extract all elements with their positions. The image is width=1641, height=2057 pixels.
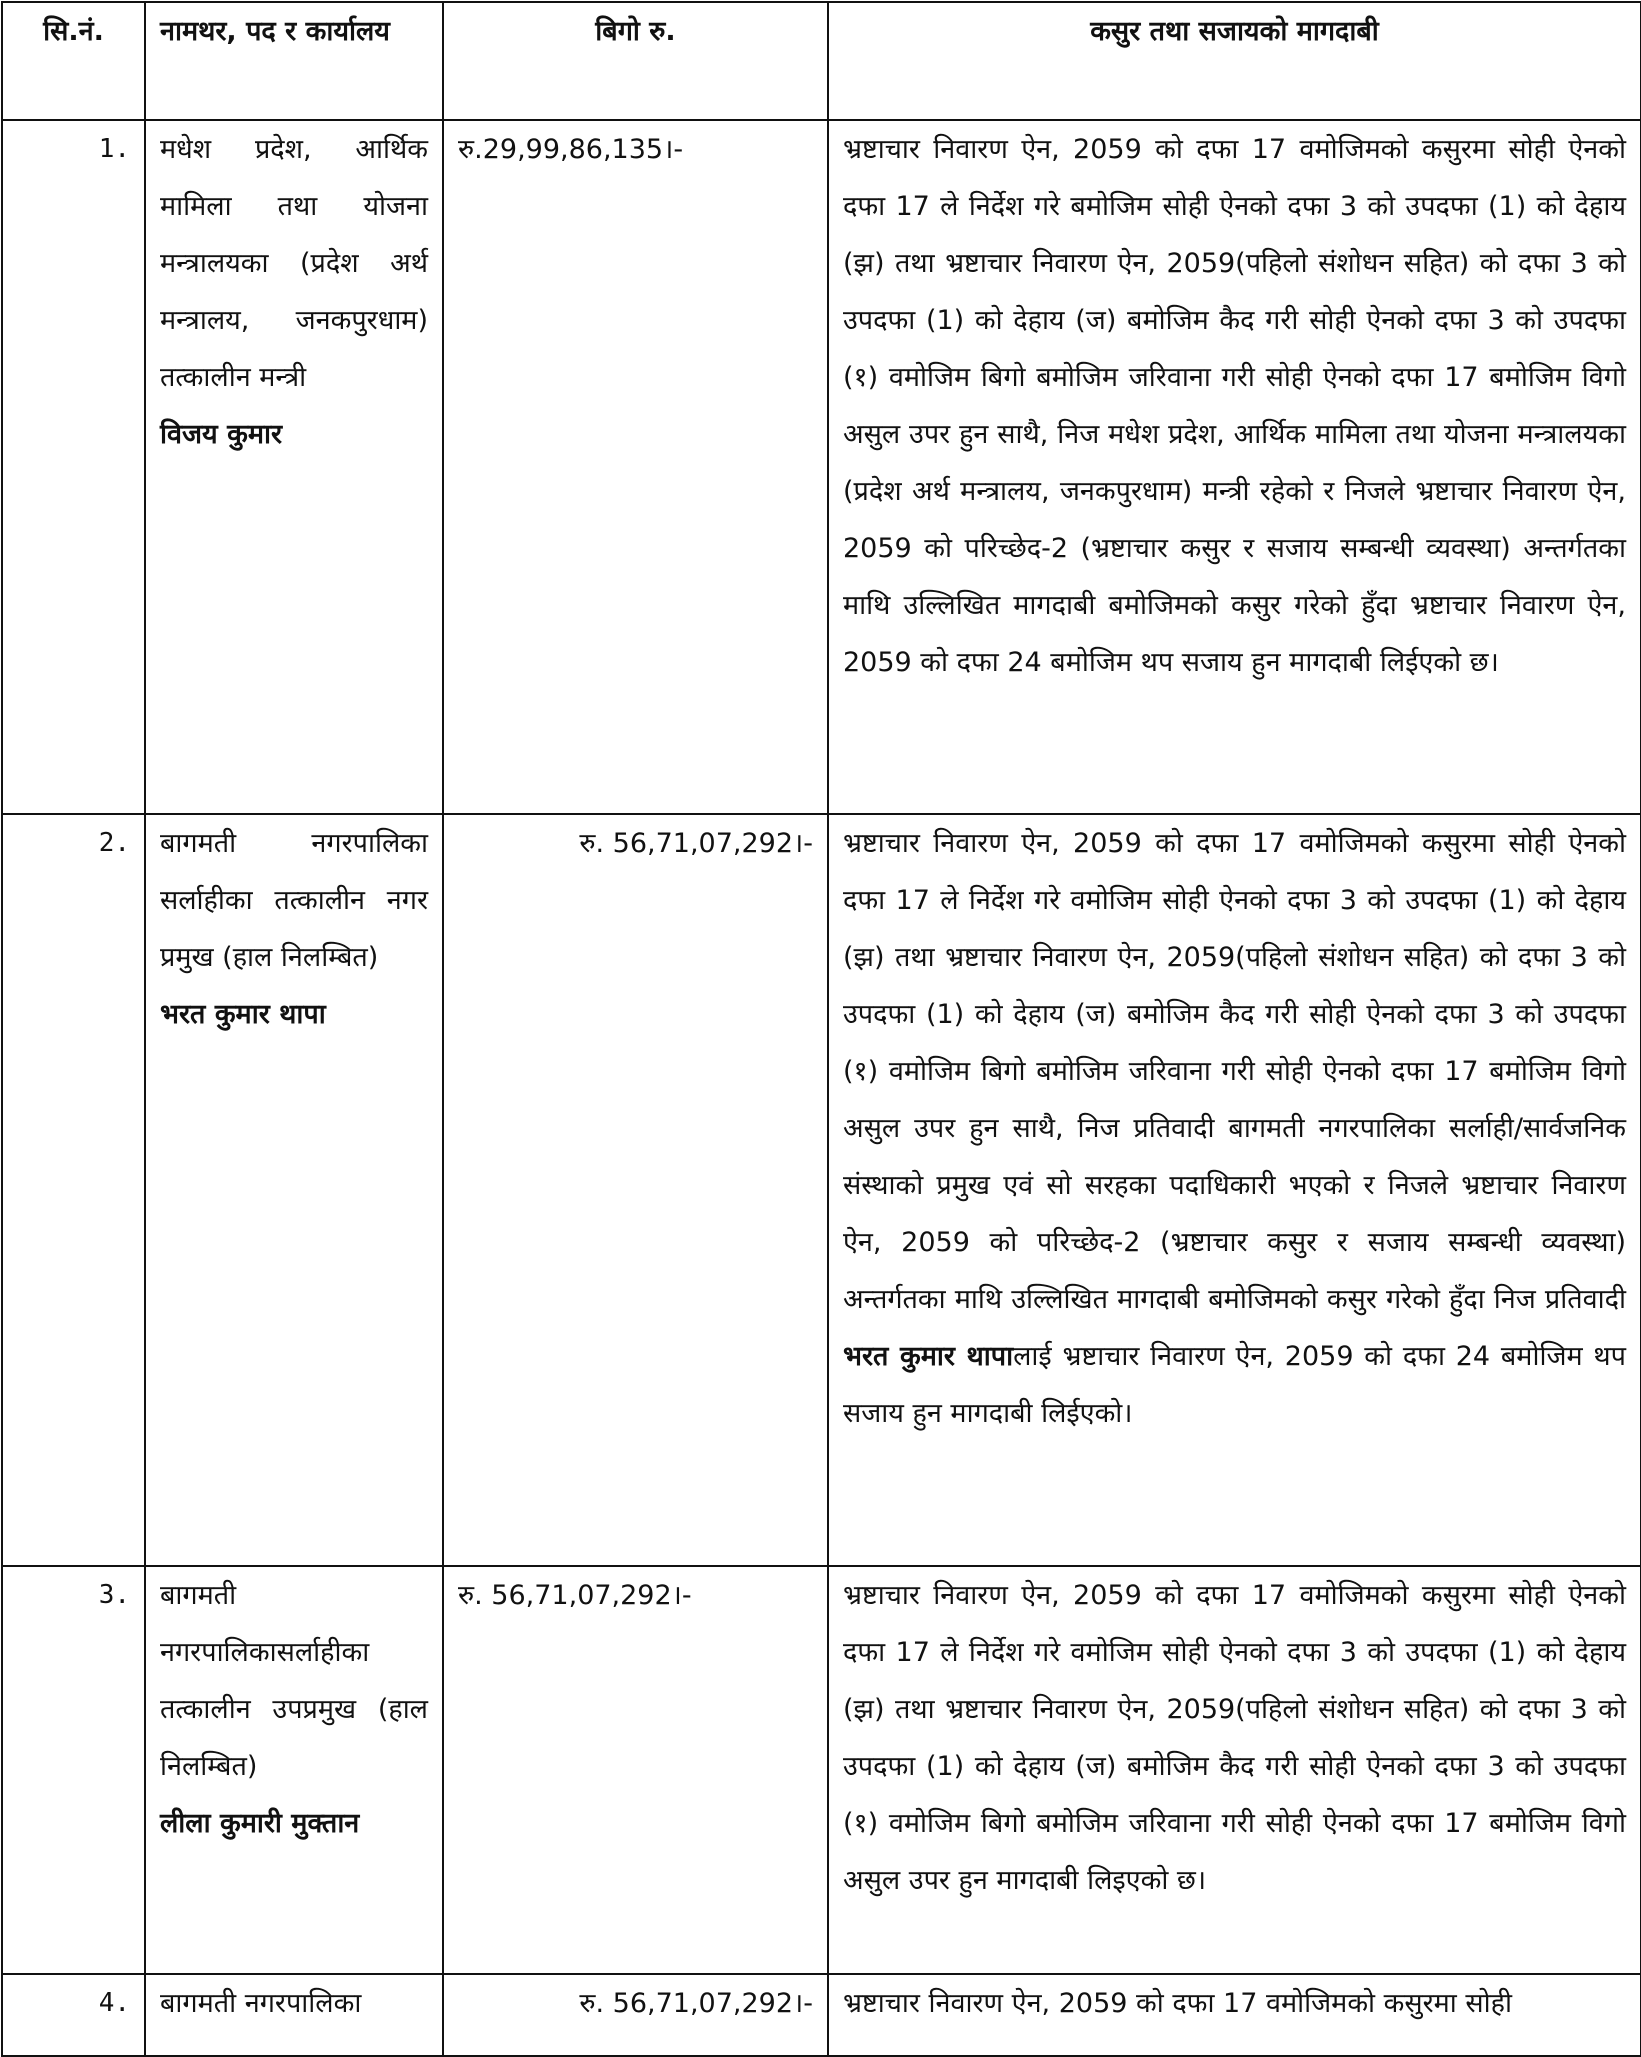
table-row (2, 1566, 1641, 1974)
row-office: बागमती नगरपालिकासर्लाहीका तत्कालीन उपप्रमुख (हाल निलम्बित) (160, 1580, 428, 1782)
row-amount: रु.29,99,86,135।- (443, 120, 828, 814)
row-serial-number: 2. (2, 814, 145, 1566)
row-name-cell (145, 1566, 443, 1974)
row-claim-defendant-name: भरत कुमार थापा (843, 1341, 1014, 1372)
row-claim-cell (828, 814, 1641, 1566)
row-office: बागमती नगरपालिका सर्लाहीका तत्कालीन नगर प्रमुख (हाल निलम्बित) (160, 828, 428, 973)
row-serial-number: 3. (2, 1566, 145, 1974)
row-claim-text: भ्रष्टाचार निवारण ऐन, 2059 को दफा 17 वमोजिमको कसुरमा सोही ऐनको दफा 17 ले निर्देश गरे वमोजिम सोही ऐनको दफा 3 को उपदफा (1) को देहाय (झ) तथा भ्रष्टाचार निवारण ऐन, 2059(पहिलो संशोधन सहित) को दफा 3 को उपदफा (1) को देहाय (ज) बमोजिम कैद गरी सोही ऐनको दफा 3 को उपदफा (१) वमोजिम बिगो बमोजिम जरिवाना गरी सोही ऐनको दफा 17 बमोजिम विगो असुल उपर हुन साथै, निज प्रतिवादी बागमती नगरपालिका सर्लाही/सार्वजनिक संस्थाको प्रमुख एवं सो सरहका पदाधिकारी भएको र निजले भ्रष्टाचार निवारण ऐन, 2059 को परिच्छेद-2 (भ्रष्टाचार कसुर र सजाय सम्बन्धी व्यवस्था) अन्तर्गतका माथि उल्लिखित मागदाबी बमोजिमको कसुर गरेको हुँदा निज प्रतिवादी (843, 828, 1626, 1315)
row-name-cell (145, 120, 443, 814)
row-person-name: विजय कुमार (160, 419, 283, 450)
row-claim-cell (828, 1566, 1641, 1974)
header-name-position-office: नामथर, पद र कार्यालय (145, 2, 443, 120)
table-row (2, 814, 1641, 1566)
table-row (2, 1974, 1641, 2056)
row-serial-number: 1. (2, 120, 145, 814)
row-office: मधेश प्रदेश, आर्थिक मामिला तथा योजना मन्त्रालयका (प्रदेश अर्थ मन्त्रालय, जनकपुरधाम) तत्कालीन मन्त्री (160, 134, 428, 393)
header-serial-number: सि.नं. (2, 2, 145, 120)
row-claim-cell (828, 120, 1641, 814)
row-claim-text-continued: लाई भ्रष्टाचार निवारण ऐन, 2059 को दफा 24 बमोजिम थप सजाय हुन मागदाबी लिईएको। (843, 1341, 1626, 1429)
row-claim-text: भ्रष्टाचार निवारण ऐन, 2059 को दफा 17 वमोजिमको कसुरमा सोही (843, 1988, 1512, 2019)
row-person-name: लीला कुमारी मुक्तान (160, 1808, 360, 1839)
row-office: बागमती नगरपालिका (160, 1988, 362, 2019)
charge-table (1, 1, 1641, 2057)
row-amount: रु. 56,71,07,292।- (443, 1566, 828, 1974)
row-serial-number: 4. (2, 1974, 145, 2056)
row-claim-cell (828, 1974, 1641, 2056)
header-amount: बिगो रु. (443, 2, 828, 120)
row-name-cell (145, 1974, 443, 2056)
table-row (2, 120, 1641, 814)
header-charge-and-claim: कसुर तथा सजायको मागदाबी (828, 2, 1641, 120)
row-name-cell (145, 814, 443, 1566)
row-claim-text: भ्रष्टाचार निवारण ऐन, 2059 को दफा 17 वमोजिमको कसुरमा सोही ऐनको दफा 17 ले निर्देश गरे वमोजिम सोही ऐनको दफा 3 को उपदफा (1) को देहाय (झ) तथा भ्रष्टाचार निवारण ऐन, 2059(पहिलो संशोधन सहित) को दफा 3 को उपदफा (1) को देहाय (ज) बमोजिम कैद गरी सोही ऐनको दफा 3 को उपदफा (१) वमोजिम बिगो बमोजिम जरिवाना गरी सोही ऐनको दफा 17 बमोजिम विगो असुल उपर हुन मागदाबी लिइएको छ। (843, 1580, 1626, 1896)
row-amount: रु. 56,71,07,292।- (443, 1974, 828, 2056)
row-person-name: भरत कुमार थापा (160, 999, 326, 1030)
table-header-row (2, 2, 1641, 120)
row-claim-text: भ्रष्टाचार निवारण ऐन, 2059 को दफा 17 वमोजिमको कसुरमा सोही ऐनको दफा 17 ले निर्देश गरे बमोजिम सोही ऐनको दफा 3 को उपदफा (1) को देहाय (झ) तथा भ्रष्टाचार निवारण ऐन, 2059(पहिलो संशोधन सहित) को दफा 3 को उपदफा (1) को देहाय (ज) बमोजिम कैद गरी सोही ऐनको दफा 3 को उपदफा (१) वमोजिम बिगो बमोजिम जरिवाना गरी सोही ऐनको दफा 17 बमोजिम विगो असुल उपर हुन साथै, निज मधेश प्रदेश, आर्थिक मामिला तथा योजना मन्त्रालयका (प्रदेश अर्थ मन्त्रालय, जनकपुरधाम) मन्त्री रहेको र निजले भ्रष्टाचार निवारण ऐन, 2059 को परिच्छेद-2 (भ्रष्टाचार कसुर र सजाय सम्बन्धी व्यवस्था) अन्तर्गतका माथि उल्लिखित मागदाबी बमोजिमको कसुर गरेको हुँदा भ्रष्टाचार निवारण ऐन, 2059 को दफा 24 बमोजिम थप सजाय हुन मागदाबी लिईएको छ। (843, 134, 1626, 678)
row-amount: रु. 56,71,07,292।- (443, 814, 828, 1566)
